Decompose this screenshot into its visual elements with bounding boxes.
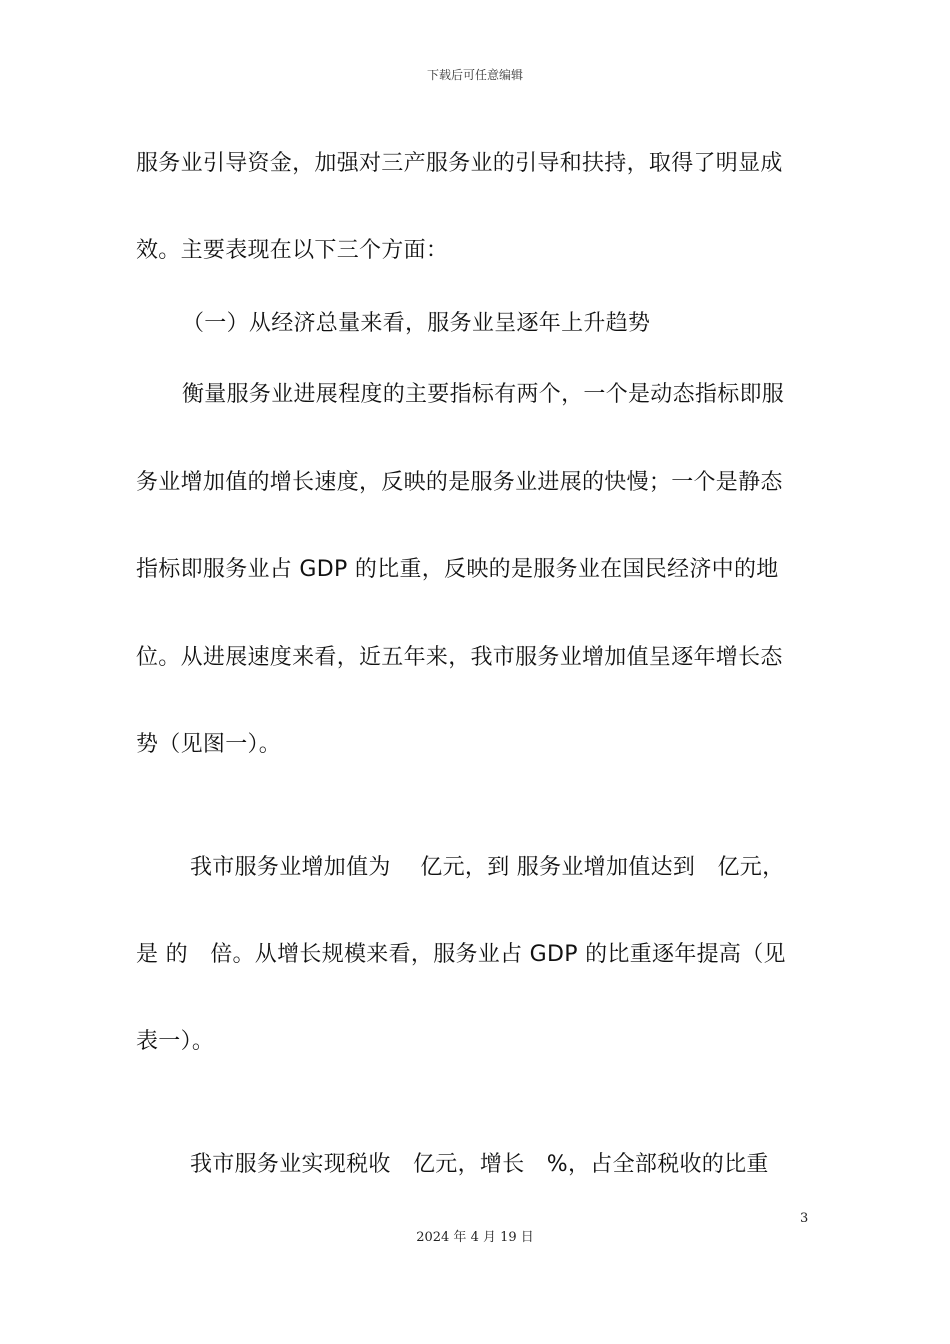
page-header: 下载后可任意编辑 [426, 68, 523, 82]
paragraph-line: 衡量服务业进展程度的主要指标有两个，一个是动态指标即服 [182, 382, 785, 407]
section-heading: （一）从经济总量来看，服务业呈逐年上升趋势 [182, 311, 651, 336]
paragraph-line: 是 的 倍。从增长规模来看，服务业占 GDP 的比重逐年提高（见 [136, 942, 786, 967]
paragraph-line: 务业增加值的增长速度，反映的是服务业进展的快慢；一个是静态 [136, 470, 783, 495]
paragraph-line: 我市服务业实现税收 亿元，增长 %，占全部税收的比重 [190, 1152, 769, 1177]
paragraph-line: 我市服务业增加值为 亿元，到 服务业增加值达到 亿元， [190, 855, 785, 880]
paragraph-line: 服务业引导资金，加强对三产服务业的引导和扶持，取得了明显成 [136, 151, 783, 176]
paragraph-line: 表一）。 [136, 1029, 215, 1054]
page-number: 3 [800, 1211, 809, 1226]
paragraph-line: 指标即服务业占 GDP 的比重，反映的是服务业在国民经济中的地 [136, 557, 779, 582]
footer-date: 2024 年 4 月 19 日 [416, 1230, 534, 1245]
paragraph-line: 效。主要表现在以下三个方面： [136, 238, 449, 263]
paragraph-line: 势（见图一）。 [136, 732, 282, 757]
paragraph-line: 位。从进展速度来看，近五年来，我市服务业增加值呈逐年增长态 [136, 645, 783, 670]
